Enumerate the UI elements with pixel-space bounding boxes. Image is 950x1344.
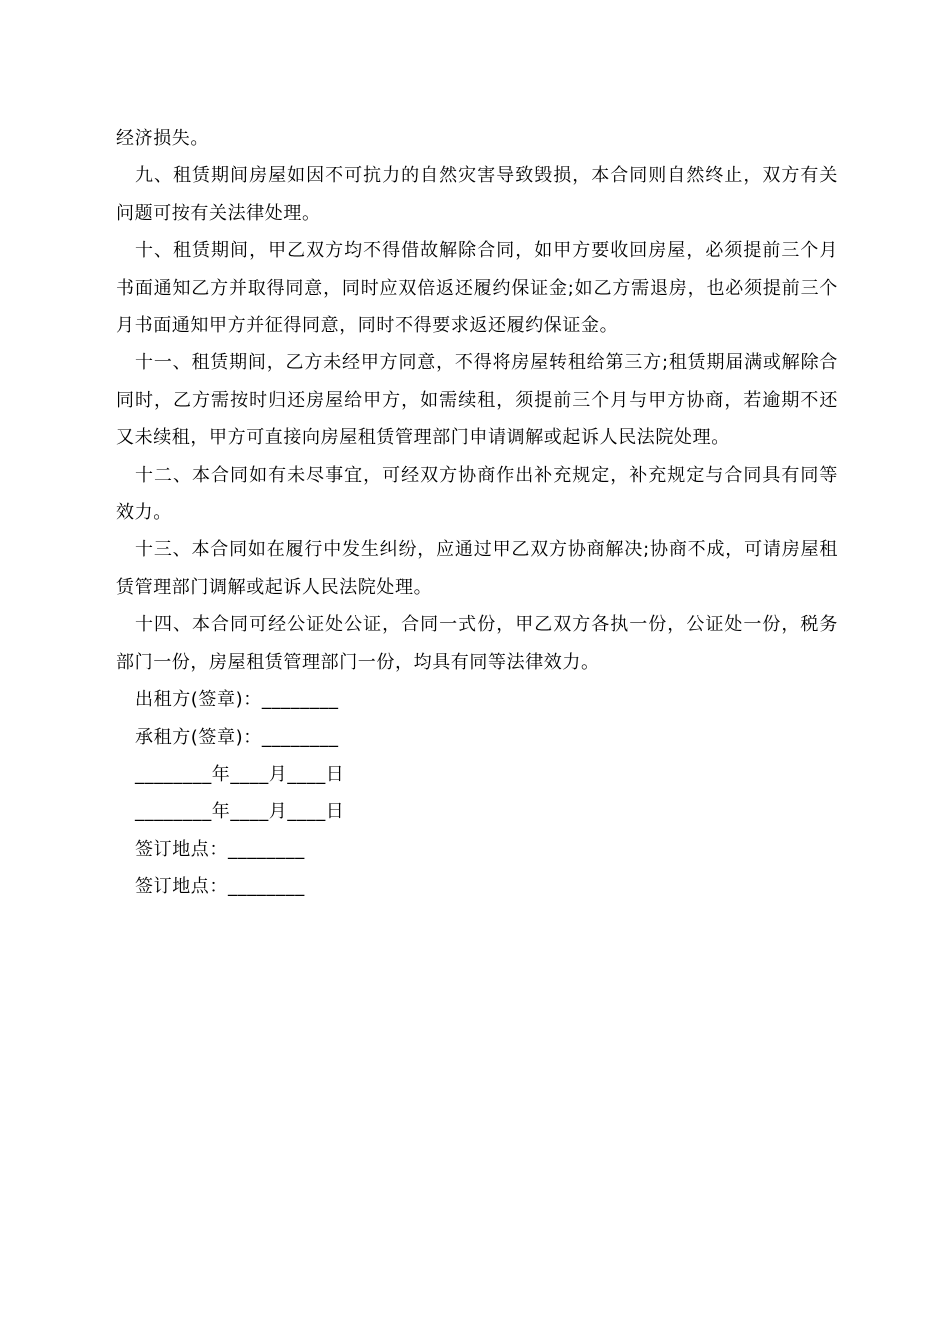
signing-place-line-2: 签订地点：________: [135, 876, 305, 898]
clause-11: 十一、租赁期间，乙方未经甲方同意，不得将房屋转租给第三方;租赁期届满或解除合同时，乙方需按时归还房屋给甲方，如需续租，须提前三个月与甲方协商，若逾期不还又未续租，甲方可直接向房屋租赁管理部门申请调解或起诉人民法院处理。: [116, 352, 838, 449]
contract-page: [116, 120, 838, 906]
clause-13: 十三、本合同如在履行中发生纠纷，应通过甲乙双方协商解决;协商不成，可请房屋租赁管理部门调解或起诉人民法院处理。: [116, 539, 838, 598]
clause-12: 十二、本合同如有未尽事宜，可经双方协商作出补充规定，补充规定与合同具有同等效力。: [116, 464, 838, 524]
signature-block: [116, 681, 838, 905]
date-line-2: ________年____月____日: [135, 801, 345, 823]
lessor-signature-line: 出租方(签章)：________: [135, 689, 339, 711]
clause-10: 十、租赁期间，甲乙双方均不得借故解除合同，如甲方要收回房屋，必须提前三个月书面通知乙方并取得同意，同时应双倍返还履约保证金;如乙方需退房，也必须提前三个月书面通知甲方并征得同意，同时不得要求返还履约保证金。: [116, 240, 838, 337]
clause-9: 九、租赁期间房屋如因不可抗力的自然灾害导致毁损，本合同则自然终止，双方有关问题可按有关法律处理。: [116, 165, 838, 224]
date-line-1: ________年____月____日: [135, 763, 345, 785]
clause-14: 十四、本合同可经公证处公证，合同一式份，甲乙双方各执一份，公证处一份，税务部门一份，房屋租赁管理部门一份，均具有同等法律效力。: [116, 614, 838, 673]
paragraph-continuation: 经济损失。: [116, 128, 209, 149]
lessee-signature-line: 承租方(签章)：________: [135, 726, 339, 748]
signing-place-line-1: 签订地点：________: [135, 838, 305, 860]
